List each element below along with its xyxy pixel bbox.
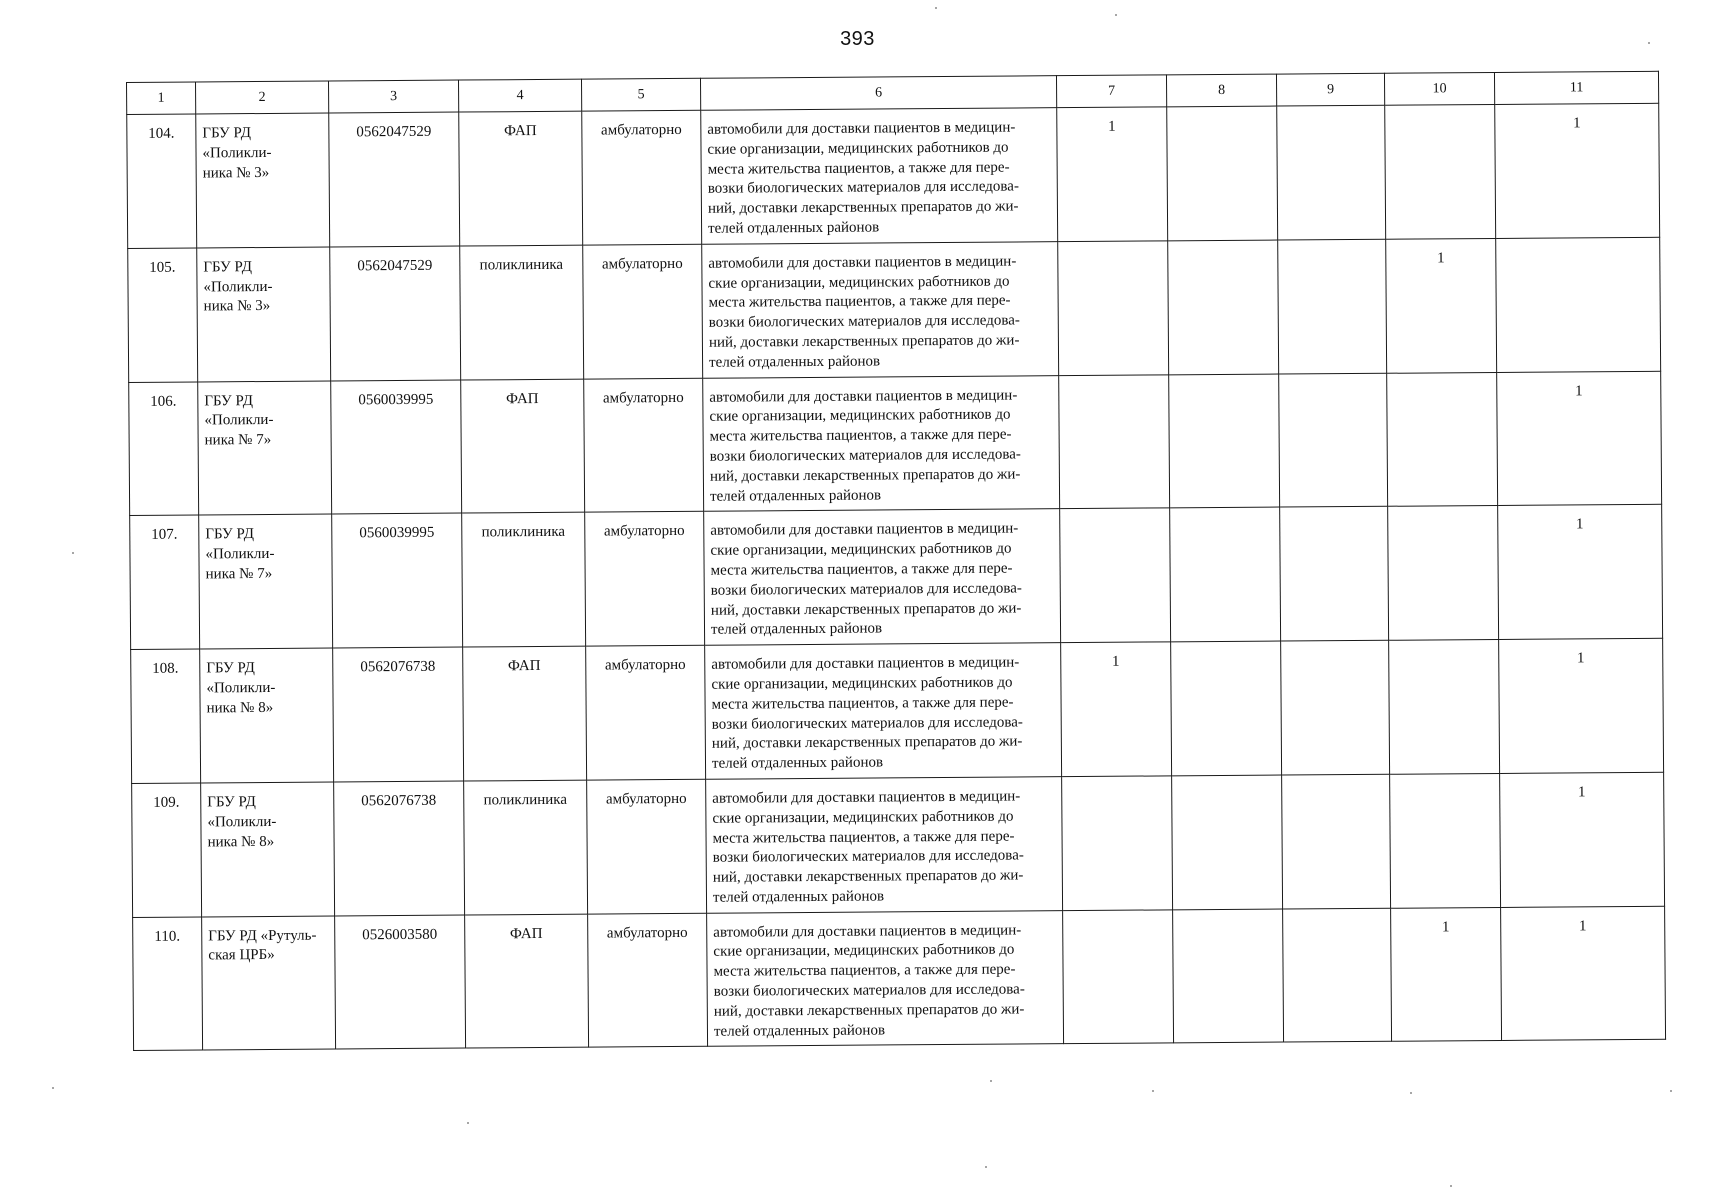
count-col-7-cell [1060,508,1171,643]
care-mode-cell: амбулаторно [586,645,706,780]
scan-speck [52,1087,54,1089]
count-col-10-cell: 1 [1386,238,1497,373]
vehicle-purpose-cell: автомобили для доставки пациентов в медицин- ские организации, медицинских работников до места жительства пациентов, а также для пере- возки биологических материалов для исследова- ний, доставки лекарственных препаратов до жи- телей отдаленных районов [703,375,1060,511]
facility-type-cell: ФАП [465,914,589,1049]
table-row [129,371,1662,516]
column-number-header-10: 10 [1384,72,1494,105]
row-number-cell: 105. [128,248,198,382]
count-col-10-cell [1389,640,1500,775]
inn-code-cell: 0526003580 [335,915,466,1050]
count-col-11-cell: 1 [1500,772,1665,907]
table-row [130,505,1663,650]
facility-type-cell: поликлиника [462,512,586,647]
row-number-cell: 110. [133,917,203,1051]
organization-name-cell: ГБУ РД «Рутуль- ская ЦРБ» [202,916,336,1051]
count-col-9-cell [1279,373,1388,508]
inn-code-cell: 0562047529 [329,112,460,247]
care-mode-cell: амбулаторно [584,378,704,513]
scan-speck [467,1122,469,1124]
count-col-9-cell [1282,774,1391,909]
vehicle-registry-table [126,71,1666,1052]
organization-name-cell: ГБУ РД «Поликли- ника № 7» [198,381,332,516]
facility-type-cell: ФАП [463,646,587,781]
scan-speck [1115,14,1117,16]
count-col-7-cell: 1 [1057,107,1168,242]
care-mode-cell: амбулаторно [588,913,708,1048]
table-row [133,906,1666,1051]
column-number-header-11: 11 [1494,71,1658,104]
column-number-header-4: 4 [458,79,581,112]
care-mode-cell: амбулаторно [587,779,707,914]
count-col-11-cell: 1 [1501,906,1666,1041]
vehicle-purpose-cell: автомобили для доставки пациентов в медицин- ские организации, медицинских работников до места жительства пациентов, а также для пере- возки биологических материалов для исследова- ний, доставки лекарственных препаратов до жи- телей отдаленных районов [701,108,1058,244]
table-row [127,103,1660,248]
care-mode-cell: амбулаторно [582,110,702,245]
count-col-11-cell: 1 [1495,103,1660,238]
count-col-8-cell [1173,909,1284,1044]
scan-speck [72,552,74,554]
count-col-8-cell [1170,507,1281,642]
scan-speck [1648,42,1650,44]
row-number-cell: 104. [127,114,197,248]
count-col-7-cell [1058,241,1169,376]
count-col-9-cell [1277,105,1386,240]
vehicle-purpose-cell: автомобили для доставки пациентов в медицин- ские организации, медицинских работников до места жительства пациентов, а также для пере- возки биологических материалов для исследова- ний, доставки лекарственных препаратов до жи- телей отдаленных районов [705,643,1062,779]
count-col-10-cell [1388,506,1499,641]
inn-code-cell: 0562047529 [330,246,461,381]
count-col-11-cell: 1 [1498,505,1663,640]
count-col-8-cell [1171,641,1282,776]
row-number-cell: 108. [131,649,201,783]
care-mode-cell: амбулаторно [583,244,703,379]
page-number: 393 [840,28,875,50]
count-col-8-cell [1167,106,1278,241]
count-col-11-cell: 1 [1499,638,1664,773]
count-col-11-cell [1496,237,1661,372]
table-sheet [126,71,1665,1052]
organization-name-cell: ГБУ РД «Поликли- ника № 3» [196,113,330,248]
inn-code-cell: 0562076738 [334,781,465,916]
scan-speck [1152,1090,1154,1092]
column-number-header-8: 8 [1166,74,1276,107]
scan-speck [935,7,937,9]
vehicle-purpose-cell: автомобили для доставки пациентов в медицин- ские организации, медицинских работников до места жительства пациентов, а также для пере- возки биологических материалов для исследова- ний, доставки лекарственных препаратов до жи- телей отдаленных районов [704,509,1061,645]
count-col-10-cell [1385,104,1496,239]
facility-type-cell: поликлиника [464,780,588,915]
table-row [131,638,1664,783]
scan-speck [1450,1185,1452,1187]
column-number-header-5: 5 [581,78,700,111]
count-col-7-cell [1063,910,1174,1045]
inn-code-cell: 0560039995 [332,513,463,648]
column-number-header-9: 9 [1276,73,1384,106]
organization-name-cell: ГБУ РД «Поликли- ника № 3» [197,247,331,382]
vehicle-purpose-cell: автомобили для доставки пациентов в медицин- ские организации, медицинских работников до места жительства пациентов, а также для пере- возки биологических материалов для исследова- ний, доставки лекарственных препаратов до жи- телей отдаленных районов [706,777,1063,913]
organization-name-cell: ГБУ РД «Поликли- ника № 8» [201,782,335,917]
table-row [128,237,1661,382]
facility-type-cell: ФАП [461,379,585,514]
row-number-cell: 109. [132,783,202,917]
count-col-7-cell: 1 [1061,642,1172,777]
table-row [132,772,1665,917]
column-number-header-6: 6 [700,76,1056,111]
care-mode-cell: амбулаторно [585,512,705,647]
count-col-7-cell [1059,374,1170,509]
count-col-9-cell [1281,640,1390,775]
count-col-9-cell [1278,239,1387,374]
column-number-header-7: 7 [1056,75,1166,108]
row-number-cell: 107. [130,515,200,649]
inn-code-cell: 0562076738 [333,647,464,782]
organization-name-cell: ГБУ РД «Поликли- ника № 7» [199,514,333,649]
count-col-8-cell [1172,775,1283,910]
column-number-header-1: 1 [127,82,196,115]
vehicle-purpose-cell: автомобили для доставки пациентов в медицин- ские организации, медицинских работников до места жительства пациентов, а также для пере- возки биологических материалов для исследова- ний, доставки лекарственных препаратов до жи- телей отдаленных районов [707,910,1064,1046]
scan-speck [1670,1090,1672,1092]
organization-name-cell: ГБУ РД «Поликли- ника № 8» [200,648,334,783]
facility-type-cell: поликлиника [460,245,584,380]
column-number-header-3: 3 [328,80,458,113]
row-number-cell: 106. [129,382,199,516]
count-col-10-cell [1387,372,1498,507]
scan-speck [985,1166,987,1168]
count-col-8-cell [1168,240,1279,375]
count-col-9-cell [1280,507,1389,642]
count-col-9-cell [1283,908,1392,1043]
count-col-10-cell: 1 [1391,907,1502,1042]
count-col-8-cell [1169,374,1280,509]
column-number-header-2: 2 [196,81,329,114]
scan-speck [990,1080,992,1082]
scan-speck [1410,1092,1412,1094]
count-col-7-cell [1062,776,1173,911]
inn-code-cell: 0560039995 [331,380,462,515]
count-col-10-cell [1390,773,1501,908]
count-col-11-cell: 1 [1497,371,1662,506]
facility-type-cell: ФАП [459,111,583,246]
vehicle-purpose-cell: автомобили для доставки пациентов в медицин- ские организации, медицинских работников до места жительства пациентов, а также для пере- возки биологических материалов для исследова- ний, доставки лекарственных препаратов до жи- телей отдаленных районов [702,241,1059,377]
